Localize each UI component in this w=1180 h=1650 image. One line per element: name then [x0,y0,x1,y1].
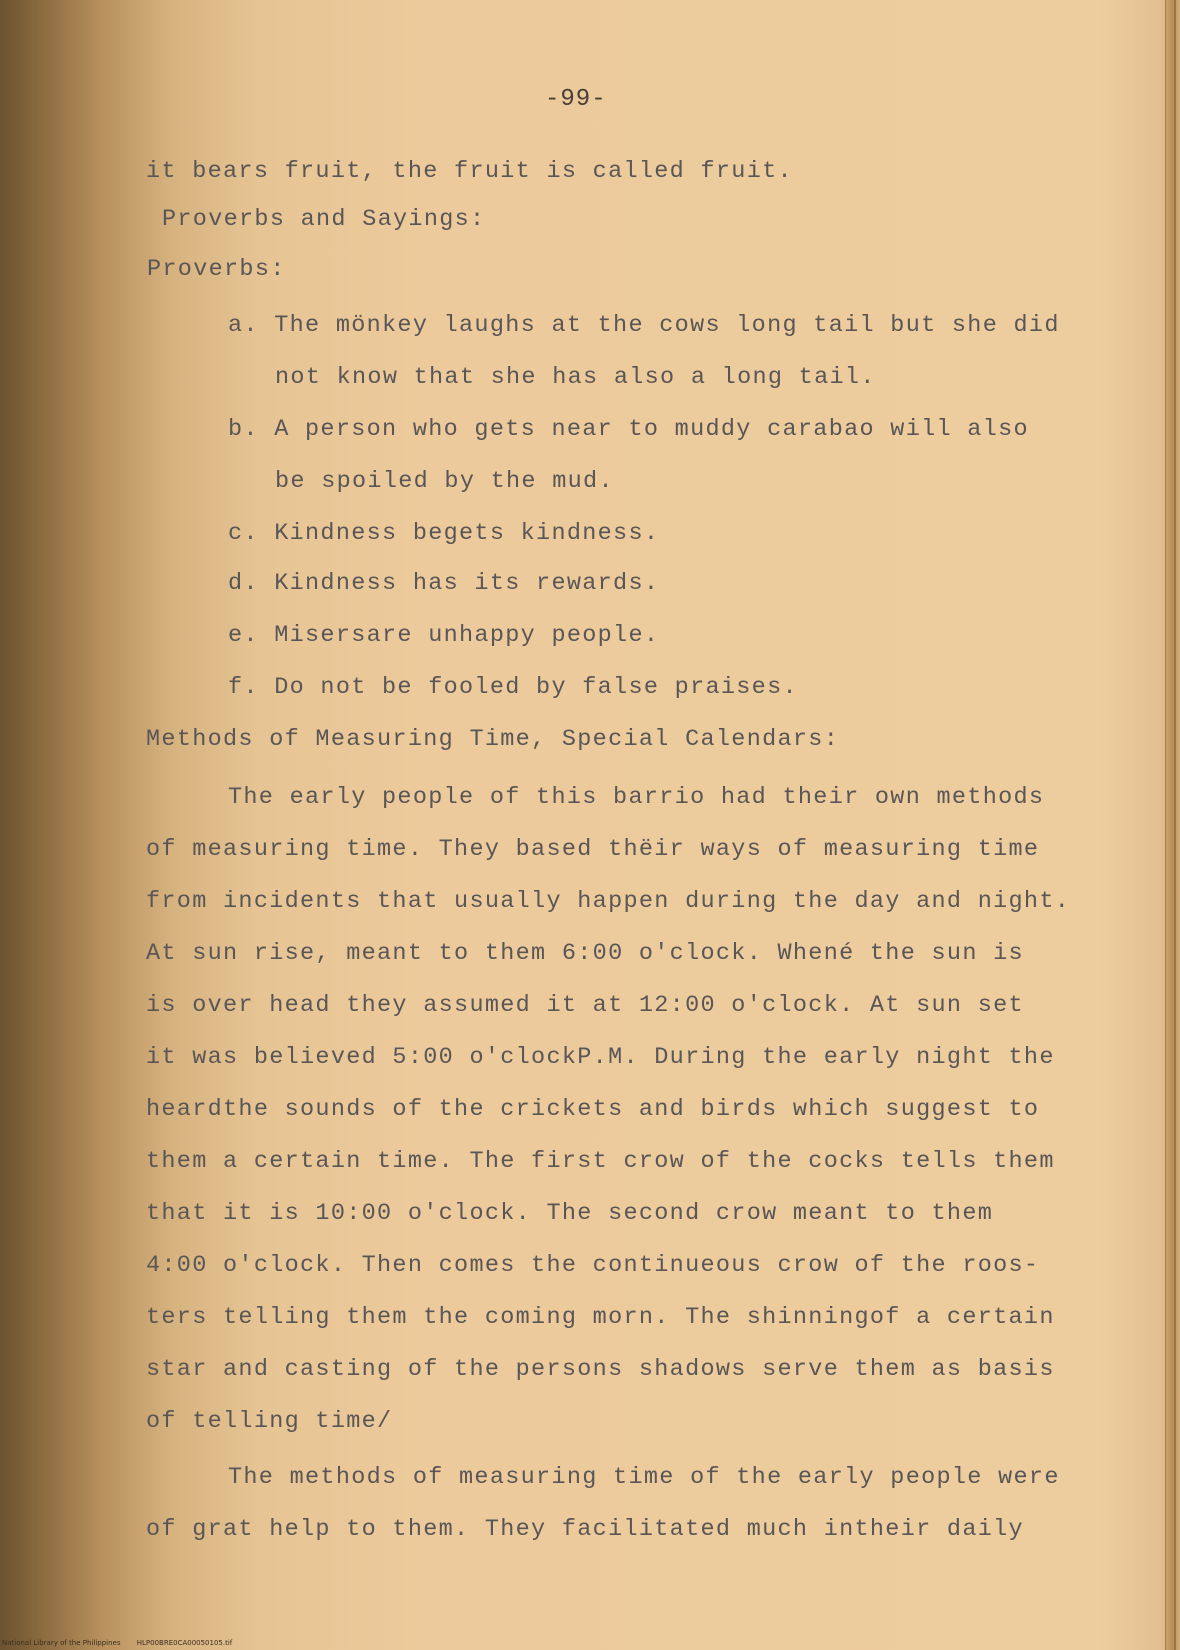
subheading: Proverbs: [147,256,286,283]
section-heading: Methods of Measuring Time, Special Calendars: [146,726,840,753]
library-credit: National Library of the Philippines [2,1639,121,1647]
paragraph-line: of telling time/ [146,1408,393,1435]
paragraph-line: of measuring time. They based thëir ways of measuring time [146,836,1040,863]
paragraph-line: it was believed 5:00 o'clockP.M. During the early night the [146,1044,1055,1071]
scan-footer [2,1639,246,1647]
proverb-item: c. Kindness begets kindness. [228,520,660,547]
paragraph-line: from incidents that usually happen during the day and night. [146,888,1071,915]
text-line: it bears fruit, the fruit is called fruit. [146,158,793,185]
file-name: HLP00BRE0CA00050105.tif [136,1639,233,1647]
paragraph-line: is over head they assumed it at 12:00 o'clock. At sun set [146,992,1024,1019]
page-number: -99- [545,86,607,113]
section-heading: Proverbs and Sayings: [162,206,486,233]
paragraph-line: At sun rise, meant to them 6:00 o'clock. Whené the sun is [146,940,1024,967]
paragraph-line: that it is 10:00 o'clock. The second crow meant to them [146,1200,994,1227]
proverb-item: b. A person who gets near to muddy carabao will also [228,416,1029,443]
paragraph-line: The early people of this barrio had their own methods [228,784,1045,811]
paragraph-line: ters telling them the coming morn. The shinningof a certain [146,1304,1055,1331]
paragraph-line: of grat help to them. They facilitated much intheir daily [146,1516,1024,1543]
proverb-item: d. Kindness has its rewards. [228,570,660,597]
paragraph-line: heardthe sounds of the crickets and birds which suggest to [146,1096,1040,1123]
paragraph-line: star and casting of the persons shadows serve them as basis [146,1356,1055,1383]
paragraph-line: The methods of measuring time of the early people were [228,1464,1060,1491]
text-line: be spoiled by the mud. [275,468,614,495]
proverb-item: e. Misersare unhappy people. [228,622,660,649]
text-line: not know that she has also a long tail. [275,364,876,391]
page-edge [1165,0,1180,1650]
proverb-item: f. Do not be fooled by false praises. [228,674,798,701]
paragraph-line: 4:00 o'clock. Then comes the continueous crow of the roos- [146,1252,1040,1279]
proverb-item: a. The mönkey laughs at the cows long tail but she did [228,312,1060,339]
paragraph-line: them a certain time. The first crow of the cocks tells them [146,1148,1055,1175]
